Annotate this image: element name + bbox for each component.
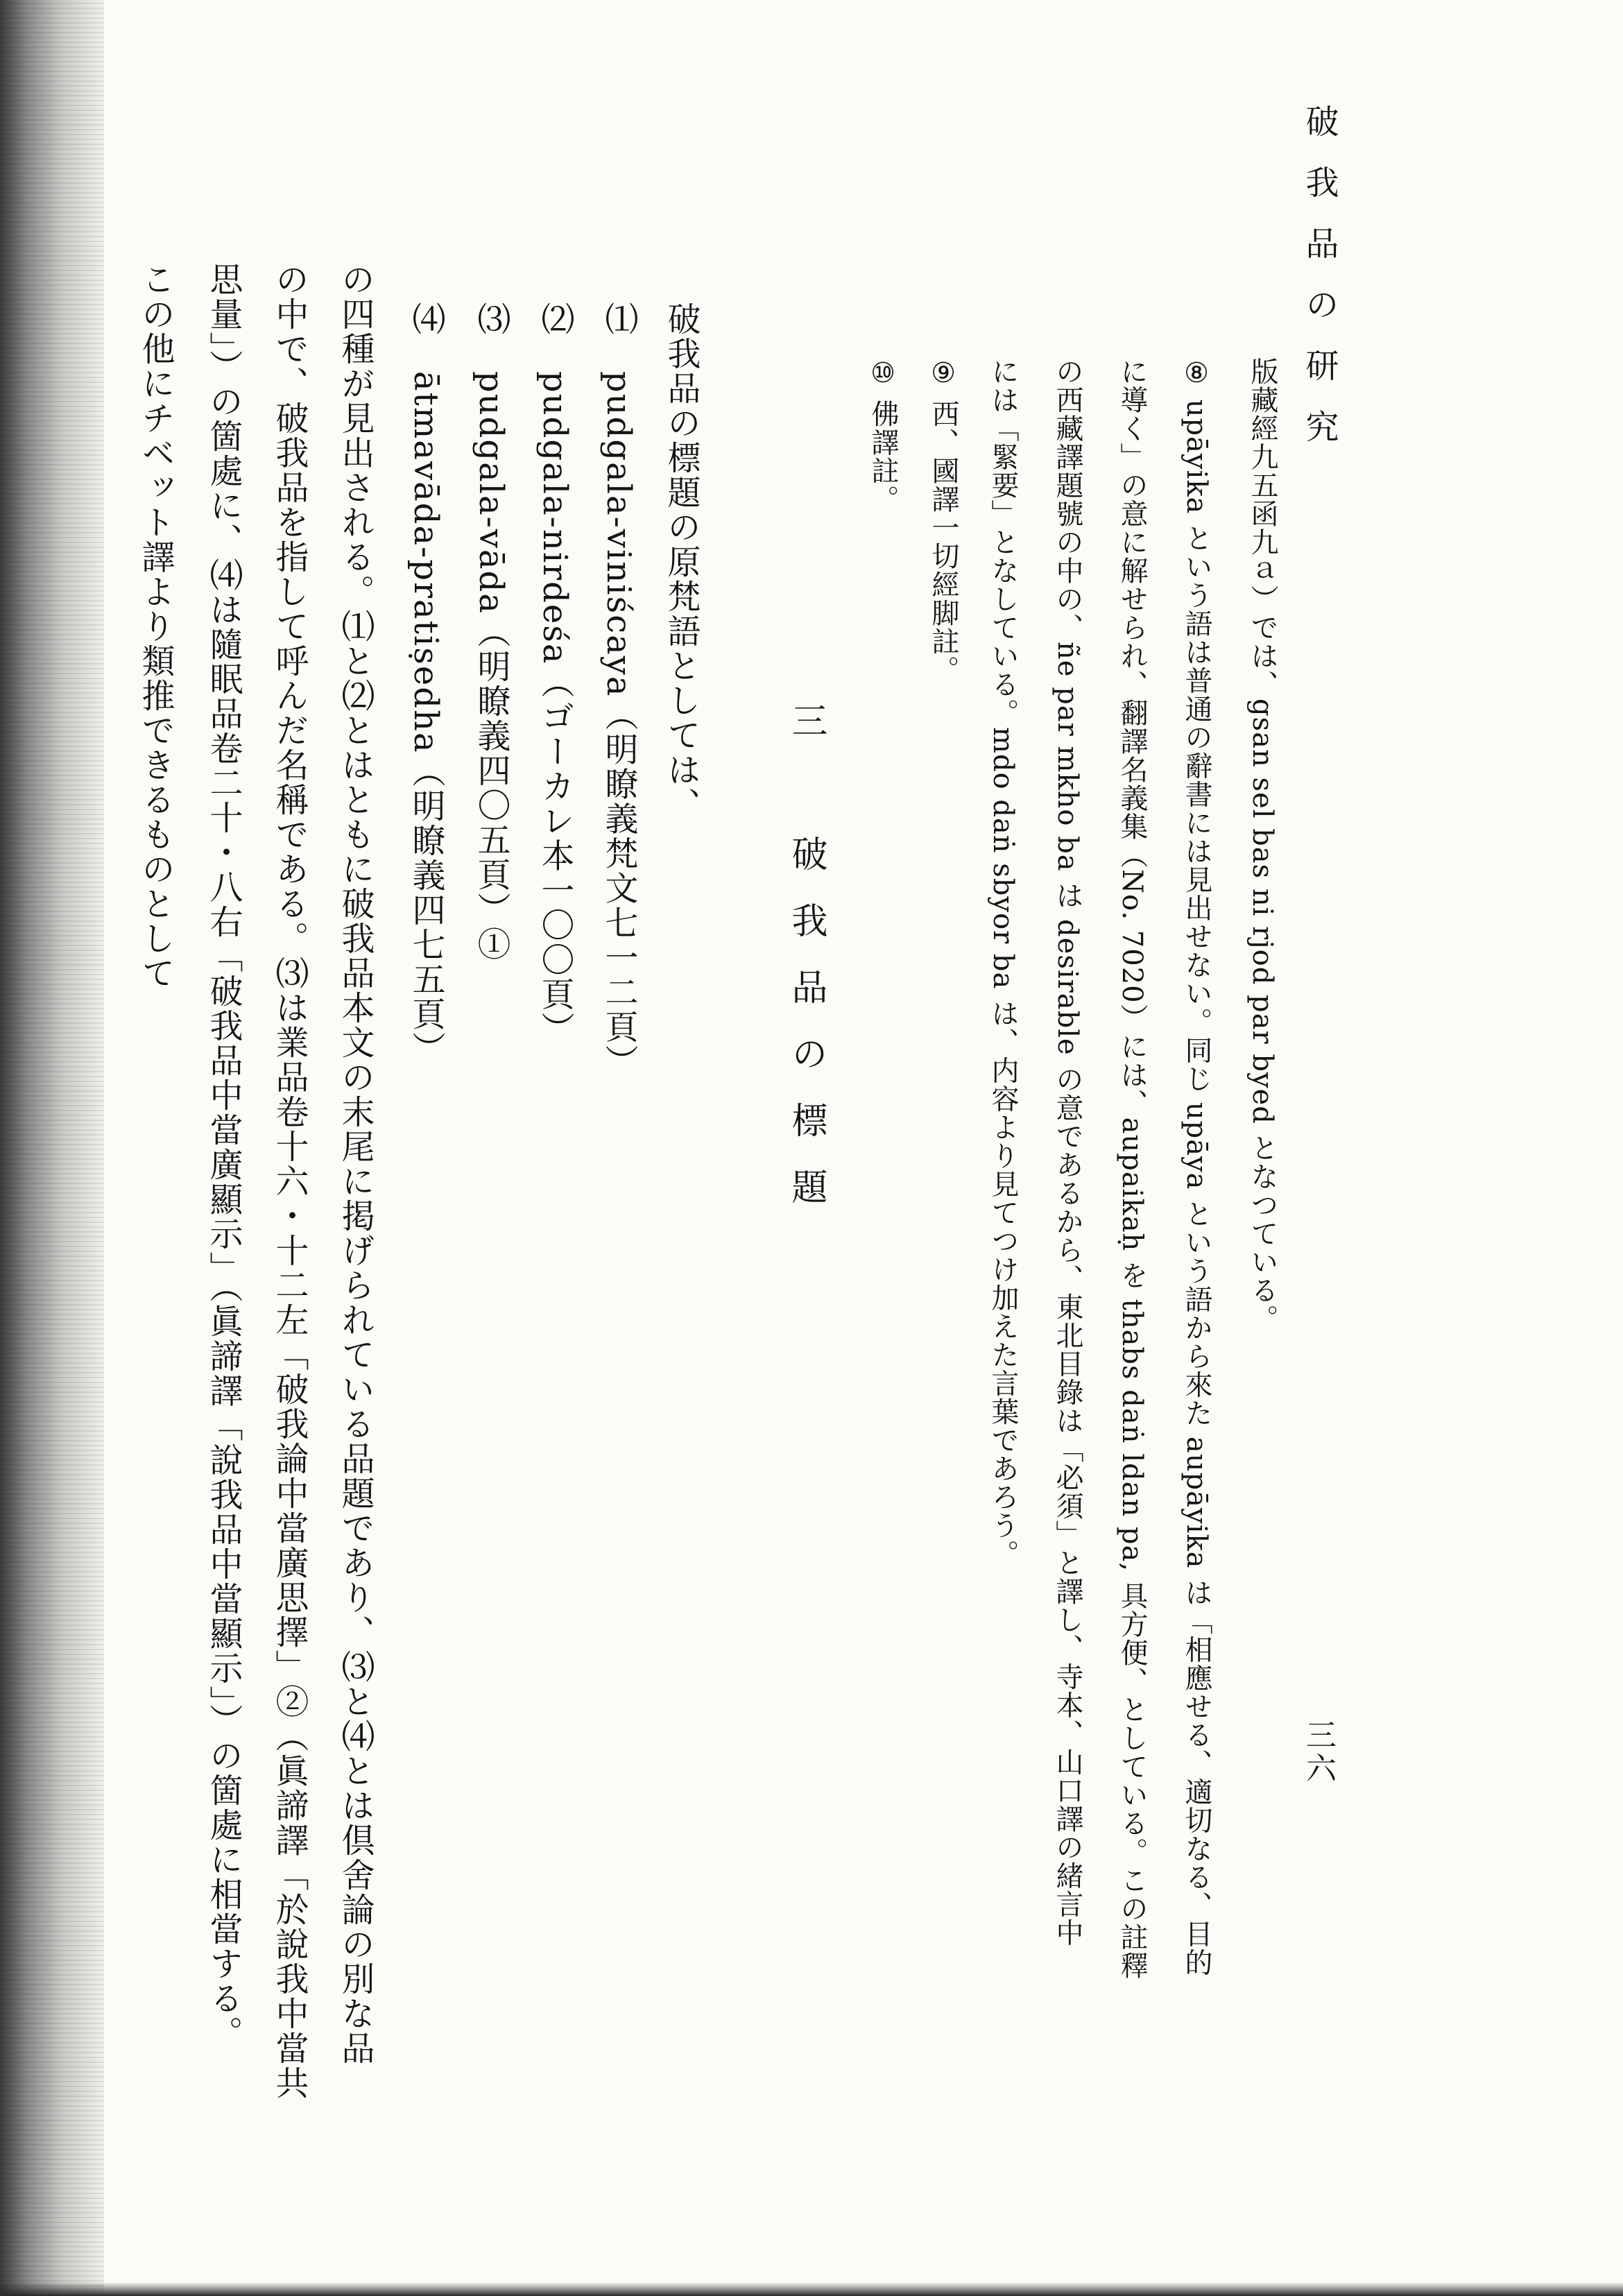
page-number: 三六 (1300, 1719, 1336, 1785)
note-line-4: の西藏譯題號の中の、ñe par mkho ba は desirable の意であるから、東北目錄は「必須」と譯し、寺本、山口譯の緒言中 (1051, 357, 1083, 1947)
note-line-5: には「緊要」となしている。mdo daṅ sbyor ba は、内容より見てつけ加えた言葉であろう。 (987, 357, 1019, 1568)
note-line-7: ⑩ 佛譯註。 (867, 357, 899, 513)
body-line-list-3: ⑶ pudgala-vāda（明瞭義四〇五頁）① (472, 302, 510, 961)
body-line-list-4: ⑷ ātmavāda-pratiṣedha（明瞭義四七五頁） (406, 302, 445, 1066)
note-line-1: 版藏經九五函九ａ）では、gsan sel bas ni rjod par byed となつている。 (1246, 357, 1278, 1333)
note-line-3: に導く」の意に解せられ、翻譯名義集（No. 7020）には、aupaikaḥ を thabs daṅ ldan pa, 具方便、としている。この註釋 (1116, 357, 1148, 1980)
scan-binding-speckle (0, 0, 104, 2296)
body-line-8: 思量」）の箇處に、⑷は隨眠品卷二十・八右「破我品中當廣顯示」（眞諦譯「說我品中當顯示」）の箇處に相當する。 (204, 262, 243, 2050)
note-line-6: ⑨ 西、國譯一切經脚註。 (927, 357, 959, 684)
body-line-7: の中で、破我品を指して呼んだ名稱である。⑶は業品卷十六・十二左「破我論中當廣思擇」②（眞諦譯「於說我中當共 (270, 262, 309, 2100)
body-line-1: 破我品の標題の原梵語としては、 (662, 302, 701, 822)
section-heading: 三 破我品の標題 (785, 702, 827, 1235)
running-title: 破我品の研究 (1300, 104, 1339, 470)
body-line-list-1: ⑴ pudgala-viniścaya（明瞭義梵文七一二頁） (599, 302, 638, 1079)
note-line-2: ⑧ upāyika という語は普通の辭書には見出せない。同じ upāya という語から來た aupāyika は「相應せる、適切なる、目的 (1180, 357, 1212, 1977)
body-line-6: の四種が見出される。⑴と⑵とはともに破我品本文の末尾に掲げられている品題であり、⑶と⑷とは倶舍論の別な品 (336, 262, 375, 2066)
scan-bottom-shadow (0, 2282, 1623, 2296)
body-line-9: この他にチベット譯より類推できるものとして (136, 262, 175, 991)
body-line-list-2: ⑵ pudgala-nirdeśa（ゴーカレ本一〇〇頁） (535, 302, 574, 1047)
